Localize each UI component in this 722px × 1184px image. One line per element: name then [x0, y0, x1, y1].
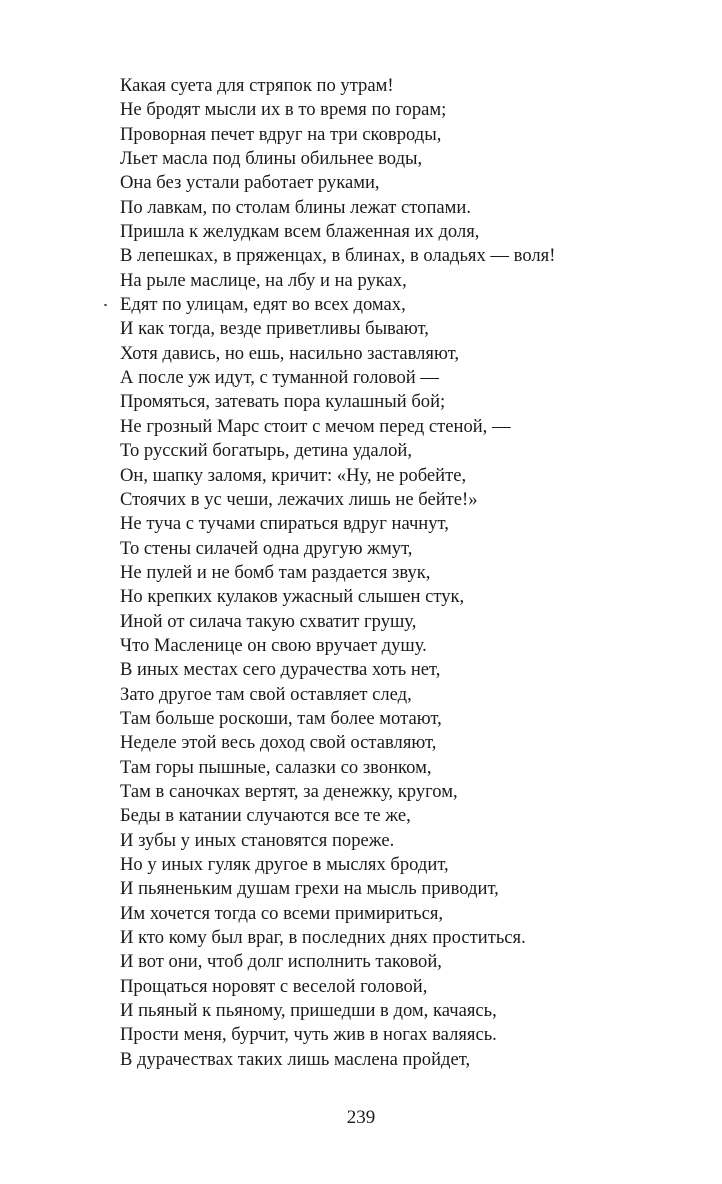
poem-line: Не грозный Марс стоит с мечом перед стеной, —	[120, 415, 511, 437]
poem-line: Там больше роскоши, там более мотают,	[120, 707, 442, 729]
poem-line: Что Масленице он свою вручает душу.	[120, 634, 427, 656]
poem-line: Неделе этой весь доход свой оставляют,	[120, 732, 437, 754]
poem-line: И вот они, чтоб долг исполнить таковой,	[120, 951, 442, 973]
poem-line: В дурачествах таких лишь маслена пройдет,	[120, 1048, 471, 1070]
poem-line: И зубы у иных становятся пореже.	[120, 829, 395, 851]
poem-line: И пьяненьким душам грехи на мысль приводит,	[120, 878, 499, 900]
poem-line: То русский богатырь, детина удалой,	[120, 440, 413, 462]
poem-line: Не пулей и не бомб там раздается звук,	[120, 561, 431, 583]
poem-line: Льет масла под блины обильнее воды,	[120, 148, 423, 170]
poem-line: На рыле маслице, на лбу и на руках,	[120, 269, 407, 291]
poem-line: Зато другое там свой оставляет след,	[120, 683, 412, 705]
poem-line: Беды в катании случаются все те же,	[120, 805, 411, 827]
poem-line: Не туча с тучами спираться вдруг начнут,	[120, 513, 449, 535]
poem-line: По лавкам, по столам блины лежат стопами.	[120, 196, 472, 218]
poem-line: Но крепких кулаков ужасный слышен стук,	[120, 586, 465, 608]
poem-line: В лепешках, в пряженцах, в блинах, в оладьях — воля!	[120, 245, 556, 267]
poem-line: Едят по улицам, едят во всех домах,	[120, 294, 406, 316]
poem-line: В иных местах сего дурачества хоть нет,	[120, 659, 441, 681]
poem-line: Им хочется тогда со всеми примириться,	[120, 902, 444, 924]
poem-line: И кто кому был враг, в последних днях проститься.	[120, 927, 526, 949]
print-speck	[104, 304, 107, 306]
poem-line: Он, шапку заломя, кричит: «Ну, не робейте,	[120, 464, 467, 486]
poem-text	[120, 74, 700, 1072]
poem-line: Она без устали работает руками,	[120, 172, 380, 194]
poem-line: Хотя давись, но ешь, насильно заставляют,	[120, 342, 460, 364]
poem-line: Иной от силача такую схватит грушу,	[120, 610, 417, 632]
poem-line: Промяться, затевать пора кулашный бой;	[120, 391, 446, 413]
poem-line: То стены силачей одна другую жмут,	[120, 537, 413, 559]
poem-line: Проворная печет вдруг на три сковроды,	[120, 123, 442, 145]
poem-line: Там горы пышные, салазки со звонком,	[120, 756, 432, 778]
poem-line: Не бродят мысли их в то время по горам;	[120, 99, 447, 121]
poem-line: Пришла к желудкам всем блаженная их доля,	[120, 221, 480, 243]
poem-line: И пьяный к пьяному, пришедши в дом, качаясь,	[120, 1000, 497, 1022]
poem-line: Там в саночках вертят, за денежку, кругом,	[120, 780, 458, 802]
poem-line: Какая суета для стряпок по утрам!	[120, 75, 394, 96]
poem-line: И как тогда, везде приветливы бывают,	[120, 318, 429, 340]
poem-line: Стоячих в ус чеши, лежачих лишь не бейте!»	[120, 488, 478, 510]
poem-line: Прощаться норовят с веселой головой,	[120, 975, 428, 997]
poem-line: А после уж идут, с туманной головой —	[120, 367, 439, 389]
page-number: 239	[346, 1107, 376, 1128]
poem-line: Но у иных гуляк другое в мыслях бродит,	[120, 854, 449, 875]
poem-line: Прости меня, бурчит, чуть жив в ногах валяясь.	[120, 1024, 497, 1046]
